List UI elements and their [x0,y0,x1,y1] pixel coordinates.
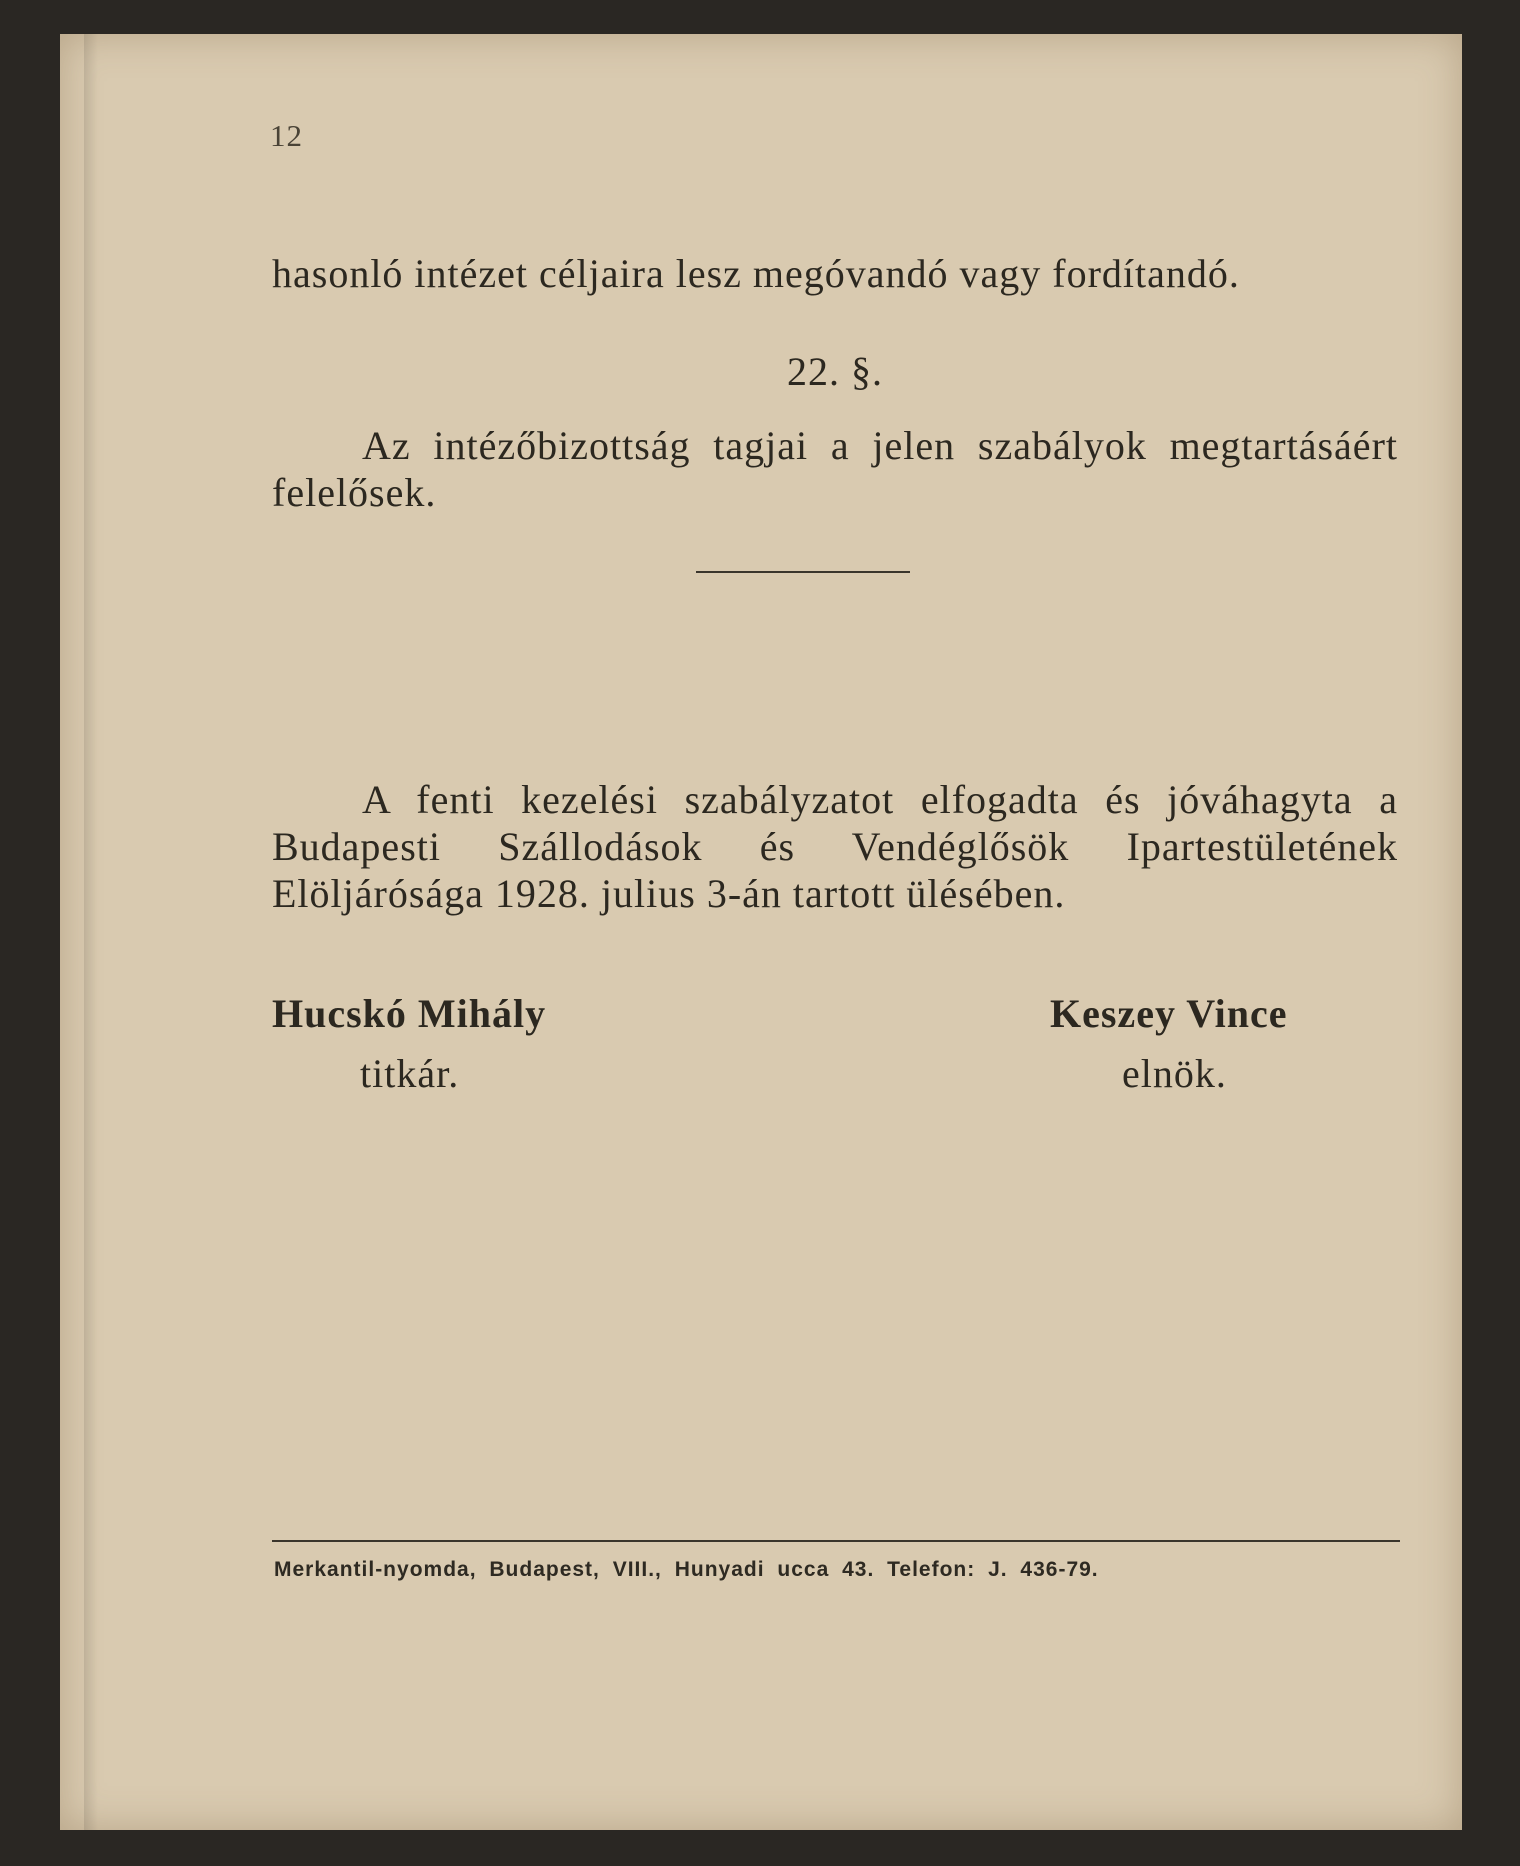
signature-left-name [272,990,546,1037]
signature-right-role [1122,1050,1227,1097]
signature-left-role [360,1050,459,1097]
president-name: Keszey Vince [1050,991,1288,1036]
page-number: 12 [270,118,303,153]
page-fold-shadow [84,34,98,1830]
document-page [60,34,1462,1830]
president-title: elnök. [1122,1051,1227,1096]
section-body-paragraph: Az intézőbizottság tagjai a jelen szabályok megtartásáért felelősek. [272,423,1398,515]
continuation-paragraph: hasonló intézet céljaira lesz megóvandó vagy fordítandó. [272,251,1240,296]
section-heading: 22. §. [787,349,883,394]
signature-right-name [1050,990,1288,1037]
secretary-title: titkár. [360,1051,460,1096]
footer-divider [272,1540,1400,1542]
approval-paragraph: A fenti kezelési szabályzatot elfogadta és jóváhagyta a Budapesti Szállodások és Vendéglősök Ipartestületének Elöljárósága 1928. julius 3-án tartott ülésében. [272,777,1398,916]
section-divider [696,571,910,573]
printer-imprint: Merkantil-nyomda, Budapest, VIII., Hunyadi ucca 43. Telefon: J. 436-79. [274,1558,1099,1581]
secretary-name: Hucskó Mihály [272,991,547,1036]
